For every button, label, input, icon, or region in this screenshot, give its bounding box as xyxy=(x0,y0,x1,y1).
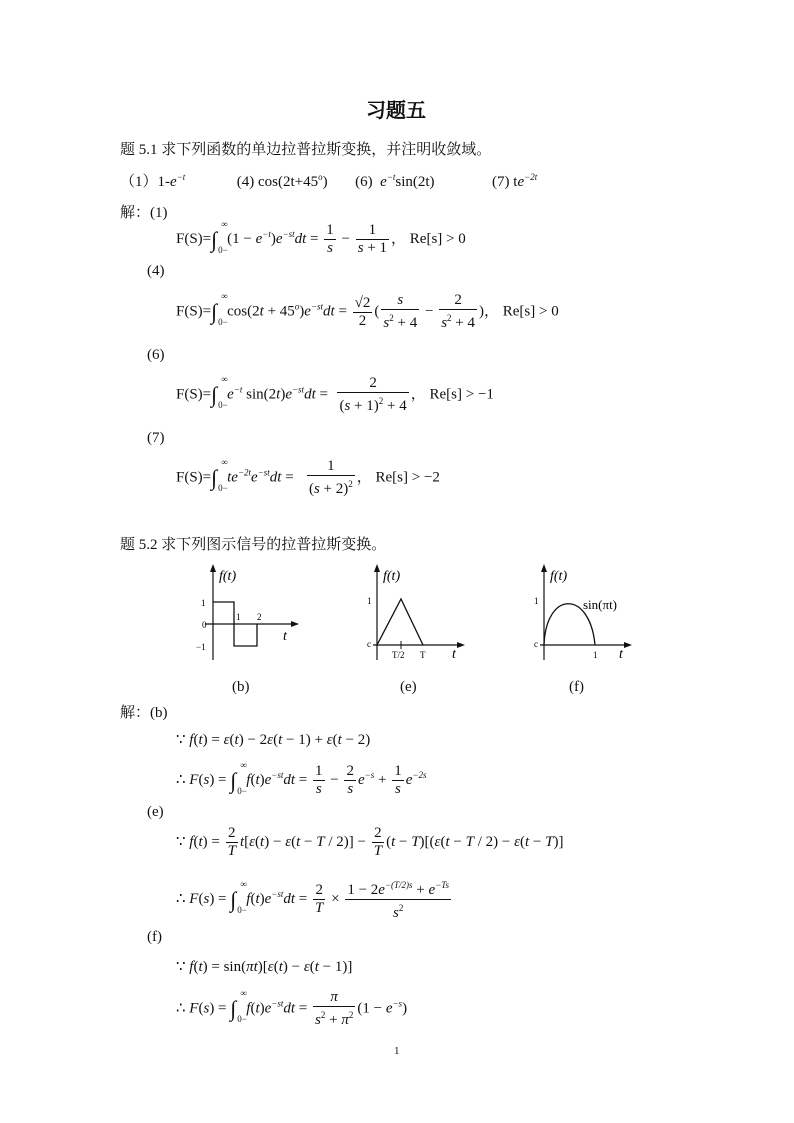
fig-f-ylabel: f(t) xyxy=(550,569,568,584)
roc-4: Re[s] > 0 xyxy=(502,303,559,320)
fig-b-ylabel: f(t) xyxy=(219,569,237,584)
equation-1: F(S)=∫ ∞ 0− $(1 - e^{-t})e^{-st}dt$ = $\frac{1}{s}$ − $\frac{1}{s + 1}$ ， Re[s] > 0 xyxy=(176,218,466,256)
page-title: 习题五 xyxy=(366,98,426,122)
equation-e-2: ∴ F(s) = ∫ ∞ 0− $f(t)e^{-st}dt$ = $\frac{2}{T}$ × $\frac{1 - 2e^{-(T/2)s} + e^{-Ts}}{s^2}$ xyxy=(176,878,449,921)
figure-e-caption: (e) xyxy=(400,679,417,695)
fig-e-tick-x-half: T/2 xyxy=(392,650,405,660)
page-number: 1 xyxy=(394,1045,400,1057)
fig-f-tick-x-1: 1 xyxy=(593,650,598,660)
figure-b-caption: (b) xyxy=(232,679,250,695)
roc-7: Re[s] > −2 xyxy=(375,469,440,486)
equation-6: F(S)=∫ ∞ 0− $e^{-t}$ $\sin(2t)e^{-st}dt$ = $\frac{2}{(s + 1)^2 + 4}$ ， Re[s] > −1 xyxy=(176,374,494,414)
equation-4: F(S)=∫ ∞ 0− $\cos(2t + 45^o)e^{-st}dt$ = $\frac{√2}{2}$ ( $\frac{s}{s^2 + 4}$ − $\frac{2}{s^2 + 4}$ )， Re[s] > 0 xyxy=(176,291,559,331)
roc-1: Re[s] > 0 xyxy=(409,230,466,247)
label-7: (7) xyxy=(147,430,165,446)
label-f: (f) xyxy=(147,929,162,945)
fig-e-ylabel: f(t) xyxy=(383,569,401,584)
fig-f-curve-label: sin(πt) xyxy=(583,597,618,612)
fig-e-tick-x-T: T xyxy=(420,650,426,660)
fig-f-tick-y-c: c xyxy=(534,639,538,649)
label-e: (e) xyxy=(147,804,164,820)
fig-e-xlabel: t xyxy=(452,647,456,662)
equation-7: F(S)=∫ ∞ 0− $te^{-2t}e^{-st}dt$ = $\frac{1}{(s + 2)^2}$ ， Re[s] > −2 xyxy=(176,457,440,497)
fig-b-tick-x-1: 1 xyxy=(236,612,241,622)
figure-e xyxy=(363,560,473,670)
fig-b-tick-y-1: 1 xyxy=(201,598,206,608)
equation-f-1: ∵ f(t) = sin(πt)[ε(t) − ε(t − 1)] xyxy=(176,959,353,975)
figure-f-caption: (f) xyxy=(569,679,584,695)
roc-6: Re[s] > −1 xyxy=(429,386,494,403)
solution-label-1: 解：(1) xyxy=(120,205,168,221)
question-5-2-prompt: 题 5.2 求下列图示信号的拉普拉斯变换。 xyxy=(120,537,387,553)
fig-e-tick-y-1: 1 xyxy=(367,596,372,606)
label-6: (6) xyxy=(147,347,165,363)
question-5-1-prompt: 题 5.1 求下列函数的单边拉普拉斯变换，并注明收敛域。 xyxy=(120,142,492,158)
figure-f xyxy=(530,560,640,670)
fig-b-tick-y-neg1: −1 xyxy=(196,642,206,652)
figure-b xyxy=(195,560,305,670)
equation-e-1: ∵ f(t) = $\frac{2}{T}$ t[ε(t) − ε(t − T / 2)] − $\frac{2}{T}$ (t − T)[(ε(t − T / 2) − ε(t − T)] xyxy=(176,825,564,859)
fig-e-tick-y-c: c xyxy=(367,639,371,649)
equation-f-2: ∴ F(s) = ∫ ∞ 0− $f(t)e^{-st}dt$ = $\frac{\pi}{s^2 + \pi^2}$ $(1 - e^{-s})$ xyxy=(176,988,408,1028)
question-5-1-items: $(1)1-e^{-t}$ (4) $\cos(2t+45^o)$ (6) $e^{-t}\sin(2t)$ (7) $te^{-2t}$ xyxy=(120,172,538,190)
equation-b-2: ∴ F(s) = ∫ ∞ 0− $f(t)e^{-st}dt$ = $\frac{1}{s}$ − $\frac{2}{s}$ $e^{-s}$ + $\frac{1}{s}$ $e^{-2s}$ xyxy=(176,759,427,797)
fig-b-tick-y-0: 0 xyxy=(202,620,207,630)
solution-label-b: 解：(b) xyxy=(120,705,168,721)
equation-b-1: ∵ f(t) = ε(t) − 2ε(t − 1) + ε(t − 2) xyxy=(176,732,371,748)
fig-f-tick-y-1: 1 xyxy=(534,596,539,606)
label-4: (4) xyxy=(147,263,165,279)
fig-b-tick-x-2: 2 xyxy=(257,612,262,622)
fig-f-xlabel: t xyxy=(619,647,623,662)
fig-b-xlabel: t xyxy=(283,629,287,644)
